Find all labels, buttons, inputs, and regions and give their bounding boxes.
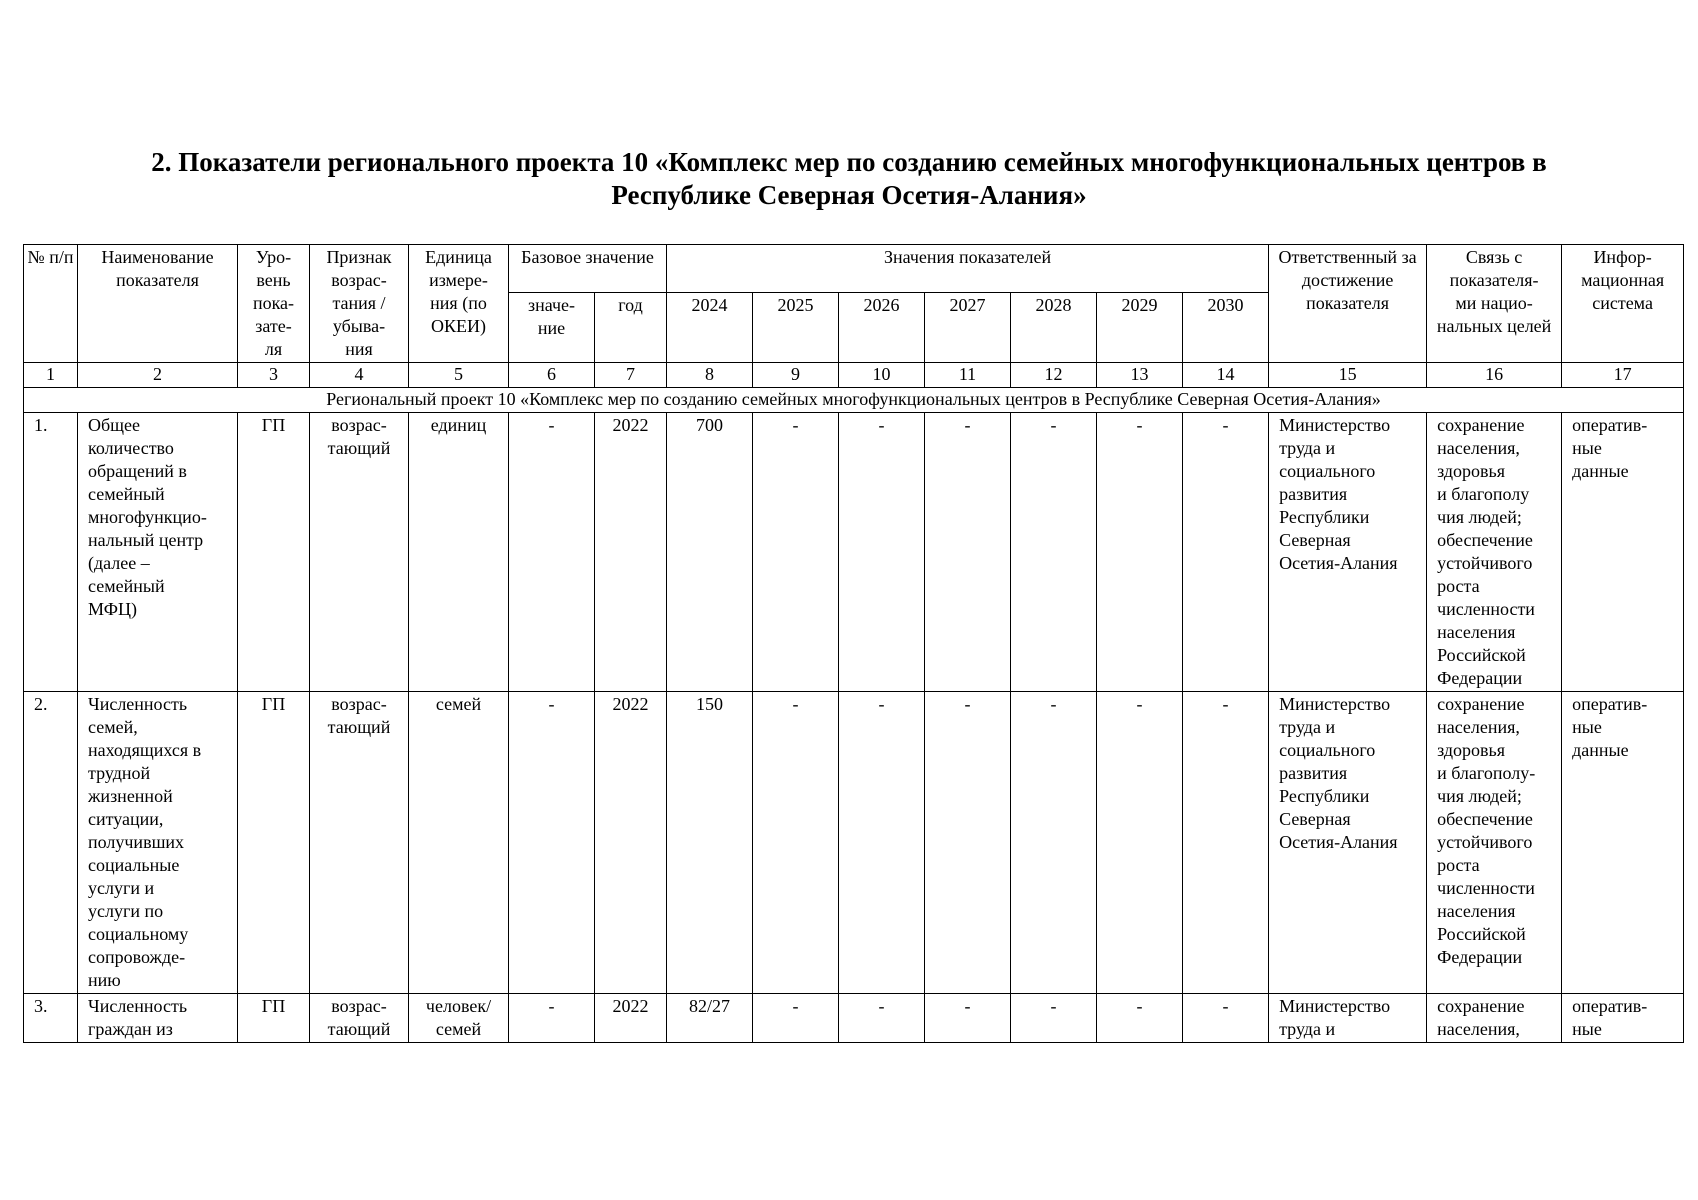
header-base: Базовое значение xyxy=(509,245,667,293)
row-value-2030: - xyxy=(1183,413,1269,692)
header-year-2028: 2028 xyxy=(1011,293,1097,363)
column-number: 3 xyxy=(238,363,310,388)
row-base-year: 2022 xyxy=(595,413,667,692)
column-number: 5 xyxy=(409,363,509,388)
row-sign: возрас- тающий xyxy=(310,994,409,1043)
column-number: 4 xyxy=(310,363,409,388)
indicators-table xyxy=(23,244,1684,1043)
row-value-2026: - xyxy=(839,994,925,1043)
row-value-2024: 82/27 xyxy=(667,994,753,1043)
column-number: 10 xyxy=(839,363,925,388)
header-year-2027: 2027 xyxy=(925,293,1011,363)
column-number: 16 xyxy=(1427,363,1562,388)
table-row xyxy=(24,994,1684,1043)
row-info: оператив- ные данные xyxy=(1562,413,1684,692)
column-numbers-row xyxy=(24,363,1684,388)
header-base-value: значе- ние xyxy=(509,293,595,363)
row-level: ГП xyxy=(238,413,310,692)
row-responsible: Министерство труда и xyxy=(1269,994,1427,1043)
column-number: 2 xyxy=(78,363,238,388)
row-value-2025: - xyxy=(753,413,839,692)
title-line-1: 2. Показатели регионального проекта 10 «Комплекс мер по созданию семейных многофункциональных центров в xyxy=(151,147,1547,177)
row-responsible: Министерство труда и социального развития Республики Северная Осетия-Алания xyxy=(1269,692,1427,994)
row-value-2024: 700 xyxy=(667,413,753,692)
row-name: Общее количество обращений в семейный многофункцио- нальный центр (далее – семейный МФЦ) xyxy=(78,413,238,692)
row-sign: возрас- тающий xyxy=(310,692,409,994)
row-name: Численность граждан из xyxy=(78,994,238,1043)
header-year-2029: 2029 xyxy=(1097,293,1183,363)
row-sign: возрас- тающий xyxy=(310,413,409,692)
row-value-2026: - xyxy=(839,413,925,692)
row-value-2030: - xyxy=(1183,994,1269,1043)
row-responsible: Министерство труда и социального развития Республики Северная Осетия-Алания xyxy=(1269,413,1427,692)
table-row xyxy=(24,692,1684,994)
column-number: 17 xyxy=(1562,363,1684,388)
header-year-2024: 2024 xyxy=(667,293,753,363)
row-link: сохранение населения, здоровья и благополу чия людей; обеспечение устойчивого роста численности населения Российской Федерации xyxy=(1427,413,1562,692)
column-number: 8 xyxy=(667,363,753,388)
row-base-value: - xyxy=(509,413,595,692)
row-value-2029: - xyxy=(1097,413,1183,692)
row-base-value: - xyxy=(509,994,595,1043)
page-title xyxy=(60,146,1638,212)
header-base-year: год xyxy=(595,293,667,363)
header-num: № п/п xyxy=(24,245,78,363)
row-value-2025: - xyxy=(753,692,839,994)
row-link: сохранение населения, xyxy=(1427,994,1562,1043)
row-value-2027: - xyxy=(925,692,1011,994)
row-info: оператив- ные xyxy=(1562,994,1684,1043)
row-unit: человек/ семей xyxy=(409,994,509,1043)
row-unit: семей xyxy=(409,692,509,994)
header-name: Наименование показателя xyxy=(78,245,238,363)
table-row xyxy=(24,413,1684,692)
row-unit: единиц xyxy=(409,413,509,692)
row-value-2024: 150 xyxy=(667,692,753,994)
row-base-value: - xyxy=(509,692,595,994)
row-base-year: 2022 xyxy=(595,994,667,1043)
row-value-2028: - xyxy=(1011,692,1097,994)
column-number: 7 xyxy=(595,363,667,388)
column-number: 14 xyxy=(1183,363,1269,388)
row-value-2027: - xyxy=(925,413,1011,692)
header-unit: Единица измере- ния (по ОКЕИ) xyxy=(409,245,509,363)
row-value-2029: - xyxy=(1097,994,1183,1043)
header-year-2026: 2026 xyxy=(839,293,925,363)
row-level: ГП xyxy=(238,692,310,994)
column-number: 13 xyxy=(1097,363,1183,388)
row-value-2028: - xyxy=(1011,994,1097,1043)
header-year-2030: 2030 xyxy=(1183,293,1269,363)
header-link: Связь с показателя- ми нацио- нальных целей xyxy=(1427,245,1562,363)
column-number: 12 xyxy=(1011,363,1097,388)
header-sign: Признак возрас- тания / убыва- ния xyxy=(310,245,409,363)
column-number: 1 xyxy=(24,363,78,388)
row-value-2025: - xyxy=(753,994,839,1043)
row-num: 2. xyxy=(24,692,78,994)
row-base-year: 2022 xyxy=(595,692,667,994)
row-num: 1. xyxy=(24,413,78,692)
project-row xyxy=(24,388,1684,413)
column-number: 11 xyxy=(925,363,1011,388)
header-level: Уро- вень пока- зате- ля xyxy=(238,245,310,363)
header-responsible: Ответственный за достижение показателя xyxy=(1269,245,1427,363)
row-value-2026: - xyxy=(839,692,925,994)
column-number: 9 xyxy=(753,363,839,388)
header-info: Инфор- мационная система xyxy=(1562,245,1684,363)
header-year-2025: 2025 xyxy=(753,293,839,363)
title-line-2: Республике Северная Осетия-Алания» xyxy=(611,180,1087,210)
row-value-2027: - xyxy=(925,994,1011,1043)
row-link: сохранение населения, здоровья и благополу- чия людей; обеспечение устойчивого роста численности населения Российской Федерации xyxy=(1427,692,1562,994)
row-num: 3. xyxy=(24,994,78,1043)
column-number: 15 xyxy=(1269,363,1427,388)
row-level: ГП xyxy=(238,994,310,1043)
row-value-2028: - xyxy=(1011,413,1097,692)
project-title: Региональный проект 10 «Комплекс мер по созданию семейных многофункциональных центров в Республике Северная Осетия-Алания» xyxy=(24,388,1684,413)
column-number: 6 xyxy=(509,363,595,388)
row-value-2030: - xyxy=(1183,692,1269,994)
row-value-2029: - xyxy=(1097,692,1183,994)
header-values: Значения показателей xyxy=(667,245,1269,293)
row-info: оператив- ные данные xyxy=(1562,692,1684,994)
row-name: Численность семей, находящихся в трудной жизненной ситуации, получивших социальные услуги и услуги по социальному сопровожде- нию xyxy=(78,692,238,994)
